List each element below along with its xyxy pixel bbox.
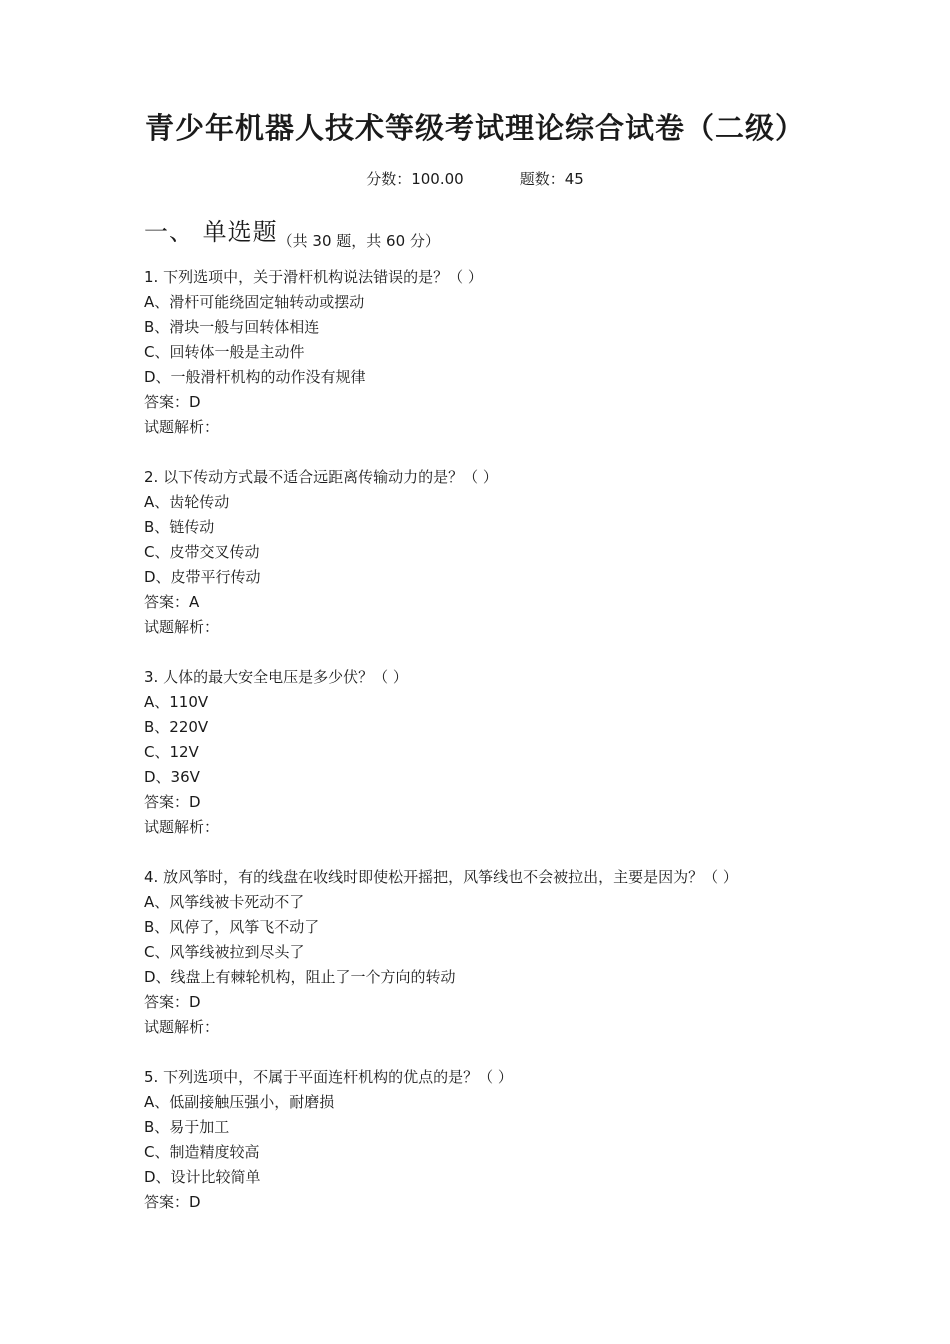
option-b: B、滑块一般与回转体相连 [144,318,320,336]
answer-line: 答案：D [144,993,201,1011]
option-a: A、风筝线被卡死动不了 [144,893,305,911]
exam-meta [0,168,950,190]
analysis-line: 试题解析： [144,818,220,836]
question-stem: 4. 放风筝时，有的线盘在收线时即使松开摇把，风筝线也不会被拉出，主要是因为？（ ） [144,868,738,886]
section-title: 一、 单选题 [144,218,278,246]
answer-line: 答案：D [144,793,201,811]
option-c: C、回转体一般是主动件 [144,343,305,361]
option-d: D、线盘上有棘轮机构，阻止了一个方向的转动 [144,968,456,986]
option-c: C、制造精度较高 [144,1143,260,1161]
answer-line: 答案：A [144,593,200,611]
section-heading [144,214,440,259]
option-d: D、一般滑杆机构的动作没有规律 [144,368,366,386]
question-list [144,265,844,1240]
document-title: 青少年机器人技术等级考试理论综合试卷（二级） [144,111,805,145]
question-stem: 2. 以下传动方式最不适合远距离传输动力的是？（ ） [144,468,498,486]
analysis-line: 试题解析： [144,418,220,436]
option-a: A、110V [144,693,209,711]
option-d: D、设计比较简单 [144,1168,261,1186]
question-count-label: 题数：45 [519,170,584,188]
answer-line: 答案：D [144,1193,201,1211]
question-stem: 3. 人体的最大安全电压是多少伏？（ ） [144,668,408,686]
option-c: C、12V [144,743,199,761]
option-d: D、36V [144,768,200,786]
option-a: A、齿轮传动 [144,493,230,511]
question-item [144,465,844,640]
option-c: C、皮带交叉传动 [144,543,260,561]
option-b: B、易于加工 [144,1118,230,1136]
option-a: A、滑杆可能绕固定轴转动或摆动 [144,293,365,311]
question-item [144,265,844,440]
score-label: 分数：100.00 [366,170,464,188]
section-note: （共 30 题，共 60 分） [277,232,440,250]
option-d: D、皮带平行传动 [144,568,261,586]
analysis-line: 试题解析： [144,618,220,636]
analysis-line: 试题解析： [144,1018,220,1036]
answer-line: 答案：D [144,393,201,411]
option-b: B、风停了，风筝飞不动了 [144,918,320,936]
question-item [144,665,844,840]
question-stem: 5. 下列选项中，不属于平面连杆机构的优点的是？（ ） [144,1068,513,1086]
question-item [144,865,844,1040]
option-a: A、低副接触压强小，耐磨损 [144,1093,335,1111]
question-stem: 1. 下列选项中，关于滑杆机构说法错误的是？（ ） [144,268,483,286]
question-item [144,1065,844,1215]
option-c: C、风筝线被拉到尽头了 [144,943,305,961]
option-b: B、220V [144,718,209,736]
option-b: B、链传动 [144,518,215,536]
